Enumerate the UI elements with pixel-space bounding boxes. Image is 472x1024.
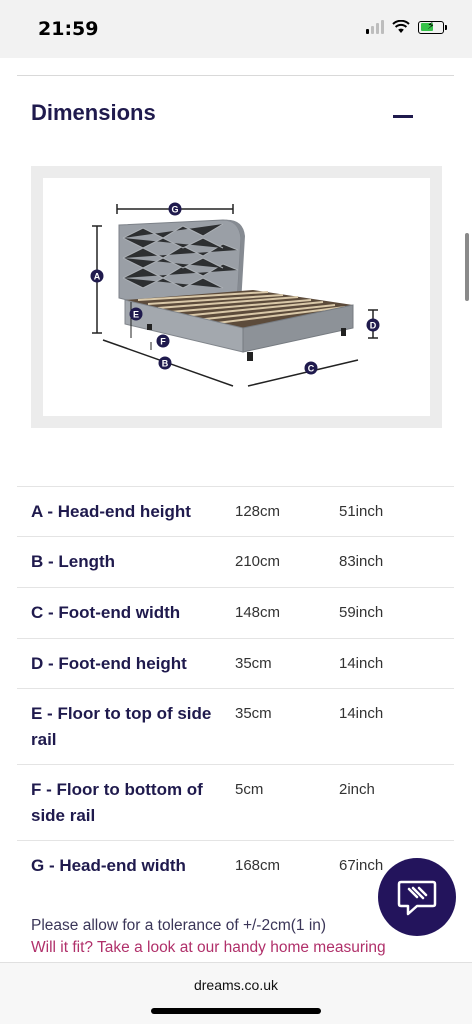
- dimension-label: C - Foot-end width: [31, 603, 181, 622]
- diagram-label-g: [169, 203, 182, 216]
- dimension-inch: 2inch: [339, 781, 375, 798]
- diagram-label-a: [91, 270, 104, 283]
- home-indicator[interactable]: [151, 1008, 321, 1014]
- chat-icon: [397, 879, 437, 917]
- dimension-cm: 35cm: [235, 655, 272, 672]
- bed-diagram: [43, 178, 430, 416]
- scrollbar[interactable]: [465, 233, 469, 301]
- table-row: [17, 638, 454, 688]
- dimension-label: F - Floor to bottom of side rail: [31, 780, 203, 825]
- dimension-label: B - Length: [31, 552, 116, 571]
- diagram-label-e: [130, 308, 143, 321]
- browser-url-bar[interactable]: [0, 962, 472, 1024]
- dimension-inch: 67inch: [339, 857, 384, 874]
- dimension-inch: 14inch: [339, 655, 384, 672]
- collapse-minus-icon[interactable]: [385, 103, 419, 127]
- url-text[interactable]: dreams.co.uk: [193, 977, 279, 993]
- status-icons: [366, 20, 444, 34]
- dimension-inch: 14inch: [339, 705, 384, 722]
- table-row: [17, 688, 454, 764]
- bed-dimensions-image: [31, 166, 442, 428]
- dimension-cm: 210cm: [235, 553, 281, 570]
- diagram-label-c: [305, 362, 318, 375]
- dimension-label: E - Floor to top of side rail: [31, 704, 212, 749]
- dimension-cm: 35cm: [235, 705, 272, 722]
- cellular-signal-icon: [366, 20, 384, 34]
- svg-text:G: G: [171, 204, 179, 215]
- dimension-inch: 59inch: [339, 604, 384, 621]
- svg-text:E: E: [132, 309, 140, 320]
- dimension-inch: 51inch: [339, 503, 384, 520]
- dimension-label: D - Foot-end height: [31, 654, 187, 673]
- svg-text:D: D: [369, 320, 377, 331]
- table-row: [17, 536, 454, 587]
- tolerance-note: Please allow for a tolerance of +/-2cm(1 in): [31, 917, 327, 934]
- dimension-cm: 128cm: [235, 503, 281, 520]
- dimension-label: G - Head-end width: [31, 856, 186, 875]
- status-time: 21:59: [38, 18, 99, 40]
- diagram-label-b: [159, 357, 172, 370]
- svg-text:B: B: [161, 358, 169, 369]
- divider: [17, 75, 454, 76]
- dimension-label: A - Head-end height: [31, 502, 191, 521]
- svg-text:F: F: [160, 336, 166, 347]
- dimension-cm: 5cm: [235, 781, 264, 798]
- diagram-label-d: [367, 319, 380, 332]
- table-row: [17, 486, 454, 536]
- dimension-inch: 83inch: [339, 553, 384, 570]
- home-measuring-link[interactable]: Will it fit? Take a look at our handy home measuring: [31, 939, 386, 956]
- dimension-cm: 148cm: [235, 604, 281, 621]
- dimension-cm: 168cm: [235, 857, 281, 874]
- svg-text:A: A: [93, 271, 101, 282]
- svg-text:C: C: [307, 363, 315, 374]
- battery-charging-icon: ⚡: [418, 21, 444, 34]
- status-bar: [0, 0, 472, 58]
- wifi-icon: [392, 20, 410, 34]
- section-title: Dimensions: [31, 100, 156, 125]
- chat-button[interactable]: [378, 858, 456, 936]
- table-row: [17, 587, 454, 638]
- table-row: [17, 764, 454, 840]
- diagram-label-f: [157, 335, 170, 348]
